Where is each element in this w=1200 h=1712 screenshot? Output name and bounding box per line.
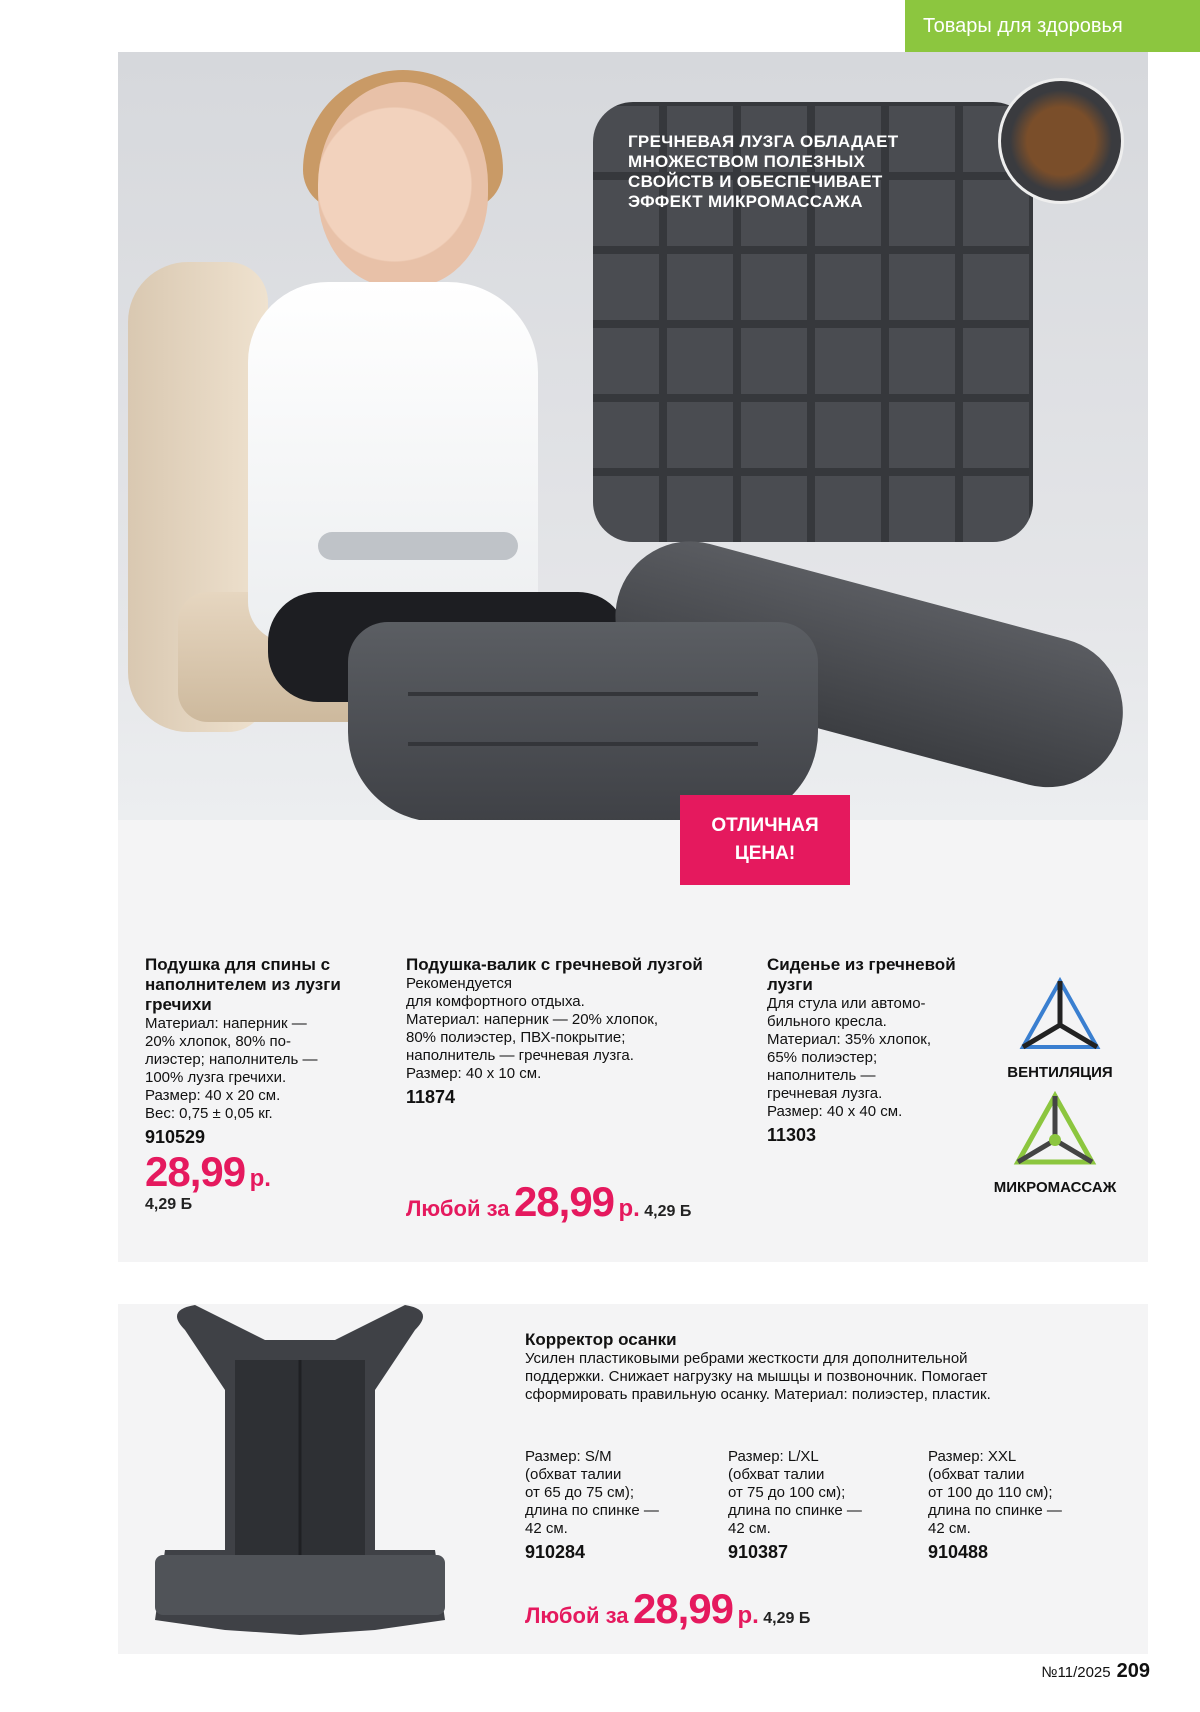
product-seat-cushion bbox=[767, 955, 987, 1146]
corrector-price bbox=[525, 1585, 810, 1633]
buckwheat-closeup-image bbox=[998, 78, 1124, 204]
size-text: Размер: S/M (обхват талии от 65 до 75 см); длина по спинке — 42 см. bbox=[525, 1448, 659, 1537]
product-title: Подушка-валик с гречневой лузгой bbox=[406, 955, 703, 974]
category-tag: Товары для здоровья bbox=[905, 0, 1200, 52]
product-price bbox=[145, 1148, 385, 1196]
product-sku: 910284 bbox=[525, 1542, 586, 1562]
price-value: 28,99 bbox=[145, 1148, 246, 1195]
badge-line1: ОТЛИЧНАЯ bbox=[711, 815, 819, 836]
ventilation-icon bbox=[1015, 975, 1105, 1055]
icon-label: ВЕНТИЛЯЦИЯ bbox=[1007, 1064, 1113, 1081]
product-sku: 910488 bbox=[928, 1542, 989, 1562]
product-title: Корректор осанки bbox=[525, 1330, 677, 1349]
price-points: 4,29 Б bbox=[644, 1203, 692, 1220]
ventilation-feature bbox=[985, 975, 1135, 1081]
size-text: Размер: XXL (обхват талии от 100 до 110 см); длина по спинке — 42 см. bbox=[928, 1448, 1062, 1537]
size-text: Размер: L/XL (обхват талии от 75 до 100 см); длина по спинке — 42 см. bbox=[728, 1448, 862, 1537]
size-xxl bbox=[928, 1448, 1118, 1563]
price-currency: р. bbox=[618, 1195, 640, 1222]
badge-line2: ЦЕНА! bbox=[734, 843, 796, 864]
size-lxl bbox=[728, 1448, 918, 1563]
back-pillow-image bbox=[348, 622, 818, 820]
great-price-badge bbox=[680, 795, 850, 885]
micromassage-icon bbox=[1010, 1090, 1100, 1170]
corrector-info bbox=[525, 1330, 1085, 1404]
icon-label: МИКРОМАССАЖ bbox=[993, 1179, 1117, 1196]
price-prefix: Любой за bbox=[406, 1196, 510, 1221]
product-description: Материал: наперник — 20% хлопок, 80% по- лиэстер; наполнитель — 100% лузга гречихи. Размер: 40 х 20 см. Вес: 0,75 ± 0,05 кг. bbox=[145, 1015, 318, 1122]
hero-image bbox=[118, 52, 1148, 820]
issue-number: №11/2025 bbox=[1041, 1664, 1111, 1681]
price-prefix: Любой за bbox=[525, 1603, 629, 1628]
product-description: Усилен пластиковыми ребрами жесткости для дополнительной поддержки. Снижает нагрузку на мышцы и позвоночник. Помогает сформировать правильную осанку. Материал: полиэстер, пластик. bbox=[525, 1350, 991, 1403]
size-sm bbox=[525, 1448, 715, 1563]
product-description: Рекомендуется для комфортного отдыха. Материал: наперник — 20% хлопок, 80% полиэстер, ПВХ-покрытие; наполнитель — гречневая лузга. Размер: 40 х 10 см. bbox=[406, 975, 659, 1082]
price-points: 4,29 Б bbox=[763, 1610, 811, 1627]
price-currency: р. bbox=[737, 1602, 759, 1629]
chair-arm-shape bbox=[318, 532, 518, 560]
posture-corrector-image bbox=[125, 1300, 475, 1650]
product-description: Для стула или автомо- бильного кресла. Материал: 35% хлопок, 65% полиэстер; наполнитель — гречневая лузга. Размер: 40 х 40 см. bbox=[767, 995, 932, 1120]
product-title: Сиденье из гречневой лузги bbox=[767, 955, 956, 994]
micromassage-feature bbox=[980, 1090, 1130, 1196]
product-sku: 910387 bbox=[728, 1542, 789, 1562]
page-footer bbox=[1041, 1660, 1150, 1683]
product-sku: 11303 bbox=[767, 1125, 817, 1145]
page-number: 209 bbox=[1116, 1660, 1150, 1682]
product-roller-pillow bbox=[406, 955, 736, 1108]
price-points: 4,29 Б bbox=[145, 1196, 193, 1213]
price-currency: р. bbox=[249, 1165, 271, 1192]
price-value: 28,99 bbox=[513, 1178, 615, 1225]
product-back-pillow bbox=[145, 955, 385, 1214]
product-sku: 910529 bbox=[145, 1127, 206, 1147]
cushion-caption: ГРЕЧНЕВАЯ ЛУЗГА ОБЛАДАЕТ МНОЖЕСТВОМ ПОЛЕЗНЫХ СВОЙСТВ И ОБЕСПЕЧИВАЕТ ЭФФЕКТ МИКРОМАССАЖА bbox=[628, 132, 899, 211]
product-sku: 11874 bbox=[406, 1087, 456, 1107]
product-title: Подушка для спины с наполнителем из лузги гречихи bbox=[145, 955, 341, 1014]
person-head-shape bbox=[318, 82, 488, 287]
person-shirt-shape bbox=[248, 282, 538, 642]
price-value: 28,99 bbox=[632, 1585, 734, 1632]
shared-price bbox=[406, 1178, 691, 1226]
